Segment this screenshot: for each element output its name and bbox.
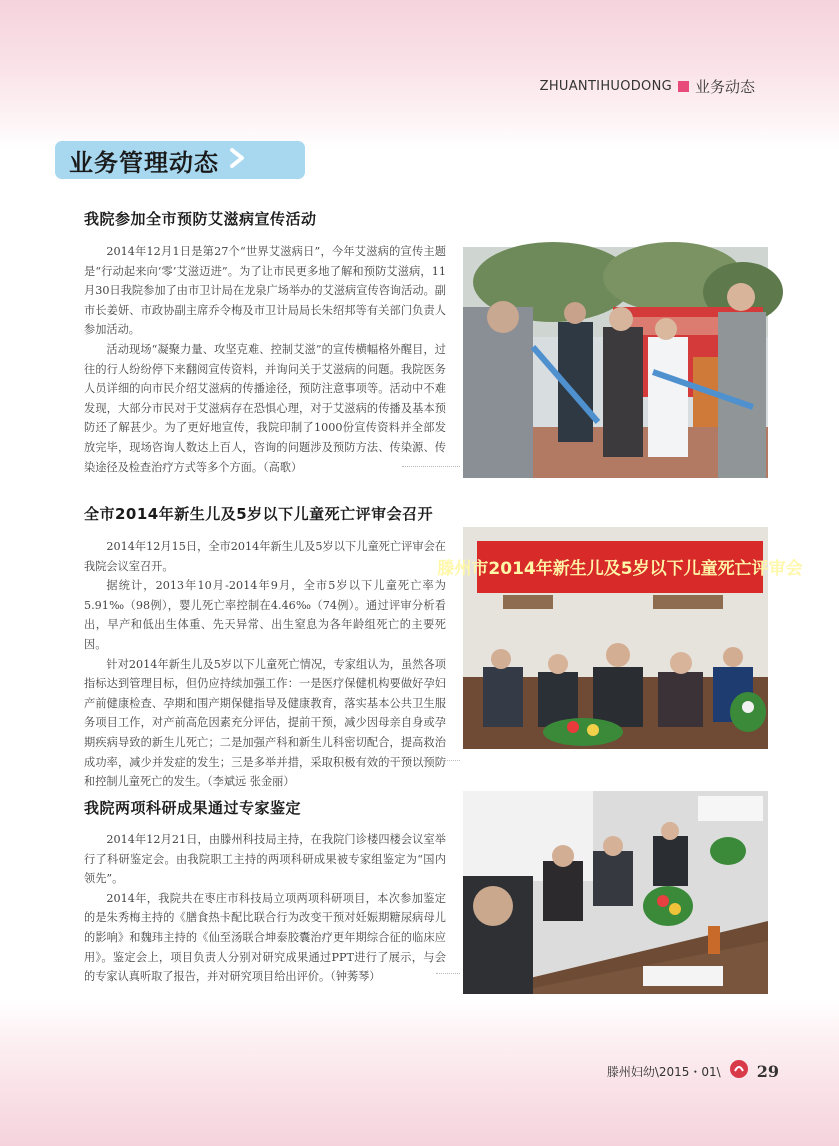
article-2-title: 全市2014年新生儿及5岁以下儿童死亡评审会召开: [84, 505, 434, 523]
separator-line: [436, 973, 460, 974]
separator-line: [402, 466, 460, 467]
separator-line: [376, 760, 460, 761]
section-title-box: [55, 141, 305, 179]
article-3-paragraph: 2014年，我院共在枣庄市科技局立项两项科研项目，本次参加鉴定的是朱秀梅主持的《膳食热卡配比联合行为改变干预对妊娠期糖尿病母儿的影响》和魏玮主持的《仙至汤联合坤泰胶囊治疗更年期综合征的临床应用》。鉴定会上，项目负责人分别对研究成果通过PPT进行了展示，与会的专家认真听取了报告，并对研究项目给出评价。（钟莠琴）: [84, 891, 446, 984]
article-3-photo: [463, 791, 768, 994]
page-number: 29: [756, 1061, 779, 1081]
article-1-paragraph: 2014年12月1日是第27个“世界艾滋病日”，今年艾滋病的宣传主题是“行动起来向‘零’艾滋迈进”。为了让市民更多地了解和预防艾滋病，11月30日我院参加了由市卫计局在龙泉广场举办的艾滋病宣传咨询活动。副市长姜妍、市政协副主席乔令梅及市卫计局局长朱绍邦等有关部门负责人参加活动。: [84, 245, 446, 337]
section-title: 业务管理动态: [69, 148, 219, 177]
article-2-paragraph: 据统计，2013年10月-2014年9月，全市5岁以下儿童死亡率为5.91‰（98例），婴儿死亡率控制在4.46‰（74例）。通过评审分析看出，早产和低出生体重、先天异常、出生窒息为各年龄组死亡的主要死因。: [84, 579, 446, 651]
article-1-title: 我院参加全市预防艾滋病宣传活动: [84, 210, 317, 228]
footer-logo-icon: [729, 1059, 749, 1083]
article-1-paragraph: 活动现场“凝聚力量、攻坚克难、控制艾滋”的宣传横幅格外醒目，过往的行人纷纷停下来翻阅宣传资料，并询问关于艾滋病的问题。我院医务人员详细的向市民介绍艾滋病的传播途径，预防注意事项等。活动中不难发现，大部分市民对于艾滋病存在恐惧心理，对于艾滋病的传播及基本预防还了解甚少。为了更好地宣传，我院印制了1000份宣传资料并全部发放完毕，现场咨询人数达上百人，咨询的问题涉及预防方法、传染源、传染途径及检查治疗方式等多个方面。（高歌）: [84, 342, 446, 474]
header-section: 业务动态: [694, 77, 755, 96]
article-1-body: [84, 242, 446, 477]
article-3-title: 我院两项科研成果通过专家鉴定: [84, 799, 302, 817]
page-footer: [607, 1058, 779, 1084]
chevron-right-icon: [227, 148, 247, 172]
article-2-body: [84, 537, 446, 792]
article-3-paragraph: 2014年12月21日，由滕州科技局主持，在我院门诊楼四楼会议室举行了科研鉴定会。由我院职工主持的两项科研成果被专家组鉴定为“国内领先”。: [84, 833, 446, 886]
footer-magazine: 滕州妇幼\2015・01\: [606, 1064, 721, 1079]
header-square-icon: [678, 81, 689, 92]
article-2-paragraph: 针对2014年新生儿及5岁以下儿童死亡情况，专家组认为，虽然各项指标达到管理目标，但仍应持续加强工作：一是医疗保健机构要做好孕妇产前健康检查、孕期和围产期保健指导及健康教育，落实基本公共卫生服务项目工作，对产前高危因素充分评估，提前干预，减少因母亲自身或孕期疾病导致的新生儿死亡；二是加强产科和新生儿科密切配合，提高救治成功率，减少并发症的发生；三是多举并措，采取积极有效的干预以预防和控制儿童死亡的发生。（李斌远 张金丽）: [84, 657, 446, 789]
running-header: [540, 74, 755, 98]
article-3-body: [84, 830, 446, 987]
article-2-paragraph: 2014年12月15日，全市2014年新生儿及5岁以下儿童死亡评审会在我院会议室召开。: [84, 540, 446, 573]
header-brand: ZHUANTIHUODONG: [539, 78, 672, 94]
article-1-photo: [463, 247, 768, 478]
article-2-photo: [437, 527, 803, 749]
article-2-banner-text: 滕州市2014年新生儿及5岁以下儿童死亡评审会: [437, 559, 803, 579]
